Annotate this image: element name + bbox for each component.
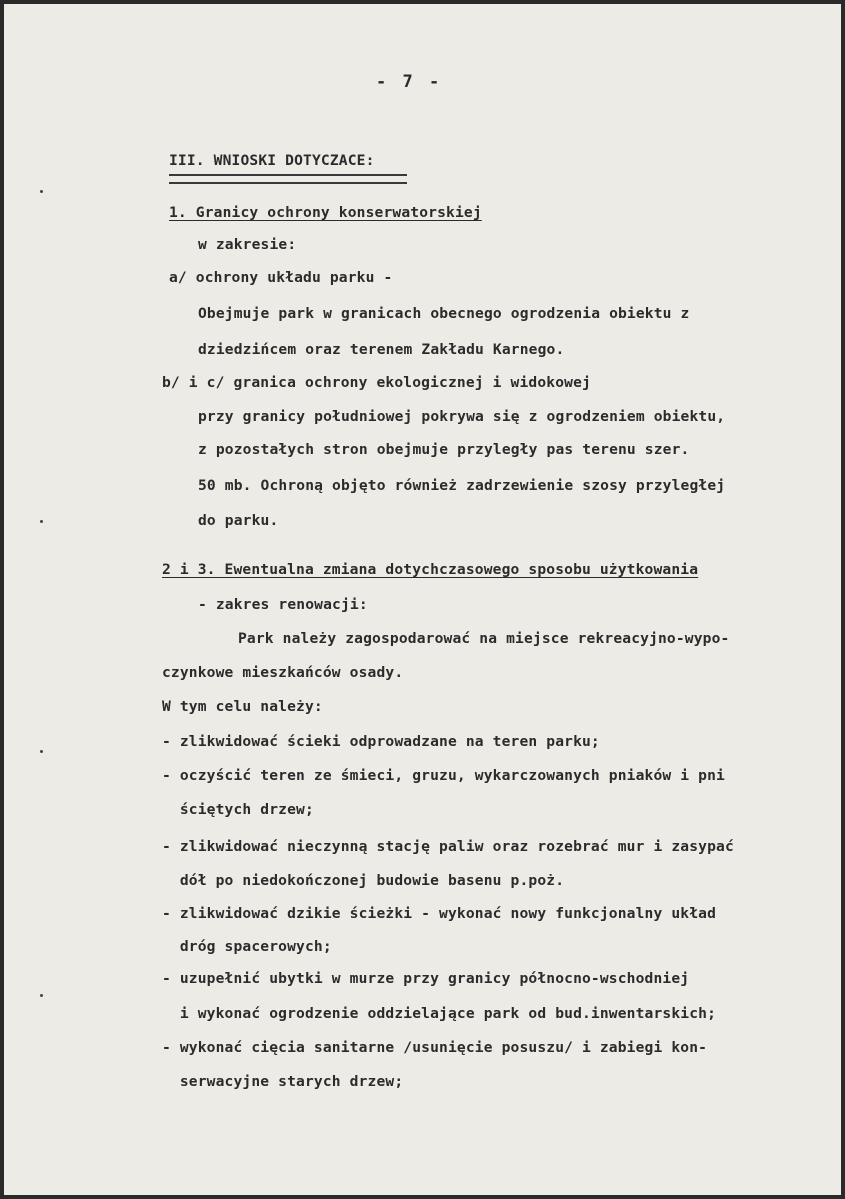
list-item: - zlikwidować nieczynną stację paliw oraz rozebrać mur i zasypać	[162, 838, 734, 855]
section2-title: 2 i 3. Ewentualna zmiana dotychczasowego sposobu użytkowania	[162, 561, 699, 578]
list-item: - oczyścić teren ze śmieci, gruzu, wykarczowanych pniaków i pni	[162, 767, 725, 784]
scan-speck	[40, 750, 43, 753]
item-a-line1: Obejmuje park w granicach obecnego ogrodzenia obiektu z	[198, 305, 690, 322]
document-page	[4, 4, 841, 1195]
list-item: - wykonać cięcia sanitarne /usunięcie posuszu/ i zabiegi kon-	[162, 1039, 708, 1056]
list-item: dróg spacerowych;	[162, 938, 332, 955]
list-item: - zlikwidować ścieki odprowadzane na teren parku;	[162, 733, 600, 750]
item-bc-line3: z pozostałych stron obejmuje przyległy pas terenu szer.	[198, 441, 690, 458]
item-bc-line2: przy granicy południowej pokrywa się z ogrodzeniem obiektu,	[198, 408, 726, 425]
item-bc-line4: 50 mb. Ochroną objęto również zadrzewienie szosy przyległej	[198, 477, 726, 494]
list-item: ściętych drzew;	[162, 801, 314, 818]
item-a-label: a/ ochrony układu parku -	[169, 269, 393, 286]
list-item: - uzupełnić ubytki w murze przy granicy północno-wschodniej	[162, 970, 690, 987]
section2-para-line2: czynkowe mieszkańców osady.	[162, 664, 404, 681]
section1-scope: w zakresie:	[198, 236, 297, 253]
section2-goal: W tym celu należy:	[162, 698, 323, 715]
item-a-line2: dziedzińcem oraz terenem Zakładu Karnego.	[198, 341, 565, 358]
scan-speck	[40, 190, 43, 193]
section1-title: 1. Granicy ochrony konserwatorskiej	[169, 204, 482, 221]
list-item: serwacyjne starych drzew;	[162, 1073, 404, 1090]
list-item: - zlikwidować dzikie ścieżki - wykonać nowy funkcjonalny układ	[162, 905, 717, 922]
section-heading: III. WNIOSKI DOTYCZACE:	[169, 152, 375, 169]
item-bc-line1: b/ i c/ granica ochrony ekologicznej i widokowej	[162, 374, 591, 391]
section2-para-line1: Park należy zagospodarować na miejsce rekreacyjno-wypo-	[238, 630, 730, 647]
scan-speck	[40, 994, 43, 997]
item-bc-line5: do parku.	[198, 512, 279, 529]
list-item: i wykonać ogrodzenie oddzielające park od bud.inwentarskich;	[162, 1005, 717, 1022]
scan-speck	[40, 520, 43, 523]
heading-double-underline	[169, 174, 407, 184]
list-item: dół po niedokończonej budowie basenu p.poż.	[162, 872, 565, 889]
section2-scope: - zakres renowacji:	[198, 596, 368, 613]
page-number: - 7 -	[376, 72, 443, 92]
